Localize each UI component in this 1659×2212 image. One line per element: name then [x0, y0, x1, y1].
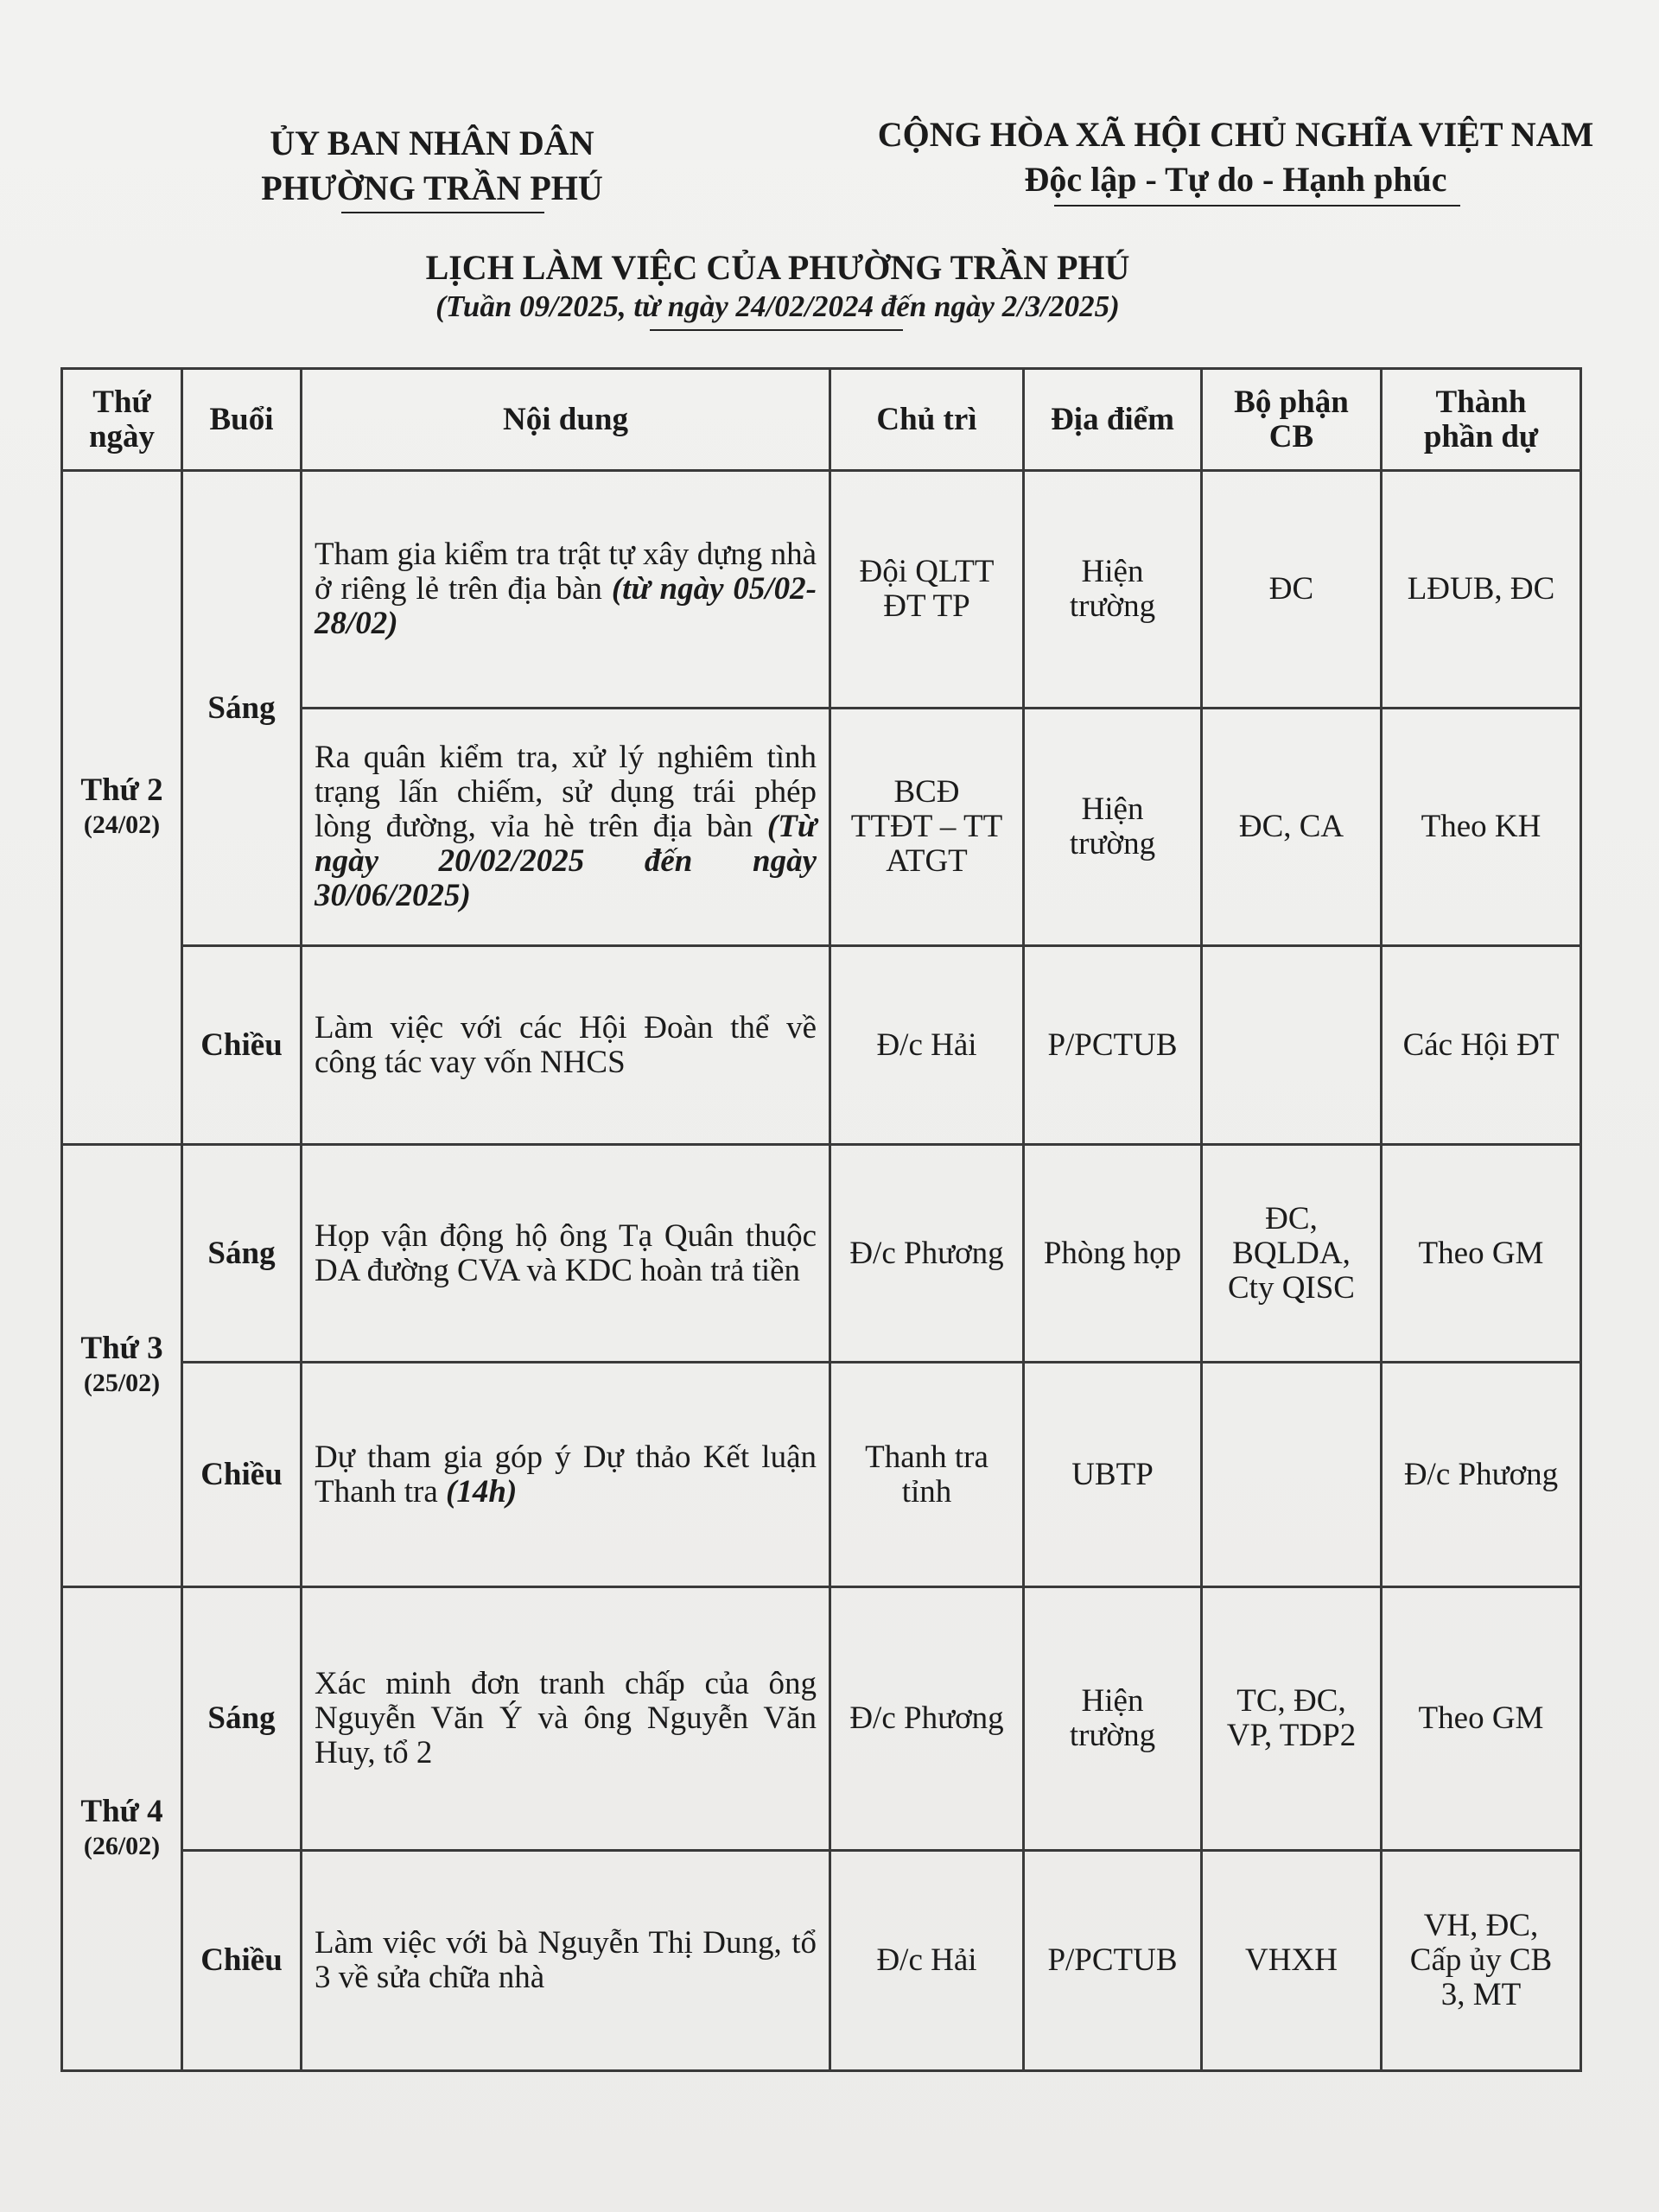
dept-cell: ĐC	[1202, 471, 1382, 709]
country-motto: Độc lập - Tự do - Hạnh phúc	[1024, 160, 1447, 199]
location-cell: P/PCTUB	[1024, 946, 1202, 1145]
chair-cell: Đội QLTT ĐT TP	[830, 471, 1024, 709]
location-cell: Hiện trường	[1024, 471, 1202, 709]
content-cell: Tham gia kiểm tra trật tự xây dựng nhà ở riêng lẻ trên địa bàn (từ ngày 05/02- 28/02)	[302, 471, 830, 709]
session-cell: Chiều	[182, 1851, 302, 2071]
chair-cell: Đ/c Hải	[830, 946, 1024, 1145]
col-header-content: Nội dung	[302, 369, 830, 471]
session-cell: Sáng	[182, 471, 302, 946]
dept-cell: VHXH	[1202, 1851, 1382, 2071]
content-cell: Ra quân kiểm tra, xử lý nghiêm tình trạng lấn chiếm, sử dụng trái phép lòng đường, vỉa hè trên địa bàn (Từ ngày 20/02/2025 đến ngày 30/06/2025)	[302, 709, 830, 946]
content-cell: Xác minh đơn tranh chấp của ông Nguyễn Văn Ý và ông Nguyễn Văn Huy, tổ 2	[302, 1587, 830, 1851]
document-subtitle: (Tuần 09/2025, từ ngày 24/02/2024 đến ngày 2/3/2025)	[435, 289, 1120, 323]
content-cell: Làm việc với các Hội Đoàn thể về công tác vay vốn NHCS	[302, 946, 830, 1145]
col-header-dept: Bộ phận CB	[1202, 369, 1382, 471]
content-cell: Dự tham gia góp ý Dự thảo Kết luận Thanh tra (14h)	[302, 1363, 830, 1587]
chair-cell: Đ/c Phương	[830, 1587, 1024, 1851]
attendees-cell: Theo GM	[1382, 1145, 1581, 1363]
day-cell: Thứ 3 (25/02)	[62, 1145, 182, 1587]
col-header-location: Địa điểm	[1024, 369, 1202, 471]
dept-cell: ĐC, CA	[1202, 709, 1382, 946]
table-row	[62, 946, 1581, 1145]
day-cell: Thứ 2 (24/02)	[62, 471, 182, 1145]
table-row	[62, 1851, 1581, 2071]
table-row	[62, 471, 1581, 709]
attendees-cell: Đ/c Phương	[1382, 1363, 1581, 1587]
location-cell: Phòng họp	[1024, 1145, 1202, 1363]
schedule-table	[60, 367, 1582, 2072]
content-cell: Làm việc với bà Nguyễn Thị Dung, tổ 3 về sửa chữa nhà	[302, 1851, 830, 2071]
dept-cell	[1202, 946, 1382, 1145]
document-title: LỊCH LÀM VIỆC CỦA PHƯỜNG TRẦN PHÚ	[425, 248, 1130, 287]
chair-cell: Đ/c Phương	[830, 1145, 1024, 1363]
session-cell: Chiều	[182, 946, 302, 1145]
attendees-cell: Theo GM	[1382, 1587, 1581, 1851]
subtitle-underline	[650, 329, 903, 331]
session-cell: Sáng	[182, 1587, 302, 1851]
country-name: CỘNG HÒA XÃ HỘI CHỦ NGHĨA VIỆT NAM	[877, 115, 1594, 154]
country-header	[847, 112, 1624, 202]
content-cell: Họp vận động hộ ông Tạ Quân thuộc DA đường CVA và KDC hoàn trả tiền	[302, 1145, 830, 1363]
attendees-cell: Các Hội ĐT	[1382, 946, 1581, 1145]
table-row	[62, 1363, 1581, 1587]
agency-line-2: PHƯỜNG TRẦN PHÚ	[261, 168, 603, 207]
motto-underline	[1054, 205, 1460, 207]
col-header-attendees: Thành phần dự	[1382, 369, 1581, 471]
attendees-cell: Theo KH	[1382, 709, 1581, 946]
attendees-cell: LĐUB, ĐC	[1382, 471, 1581, 709]
table-row	[62, 1145, 1581, 1363]
location-cell: Hiện trường	[1024, 1587, 1202, 1851]
location-cell: UBTP	[1024, 1363, 1202, 1587]
agency-line-1: ỦY BAN NHÂN DÂN	[270, 124, 594, 162]
dept-cell: ĐC, BQLDA, Cty QISC	[1202, 1145, 1382, 1363]
chair-cell: BCĐ TTĐT – TT ATGT	[830, 709, 1024, 946]
location-cell: P/PCTUB	[1024, 1851, 1202, 2071]
table-header-row	[62, 369, 1581, 471]
agency-header	[199, 121, 665, 211]
dept-cell	[1202, 1363, 1382, 1587]
col-header-chair: Chủ trì	[830, 369, 1024, 471]
dept-cell: TC, ĐC, VP, TDP2	[1202, 1587, 1382, 1851]
agency-underline	[341, 212, 544, 213]
day-cell: Thứ 4 (26/02)	[62, 1587, 182, 2071]
col-header-session: Buổi	[182, 369, 302, 471]
session-cell: Sáng	[182, 1145, 302, 1363]
chair-cell: Thanh tra tỉnh	[830, 1363, 1024, 1587]
location-cell: Hiện trường	[1024, 709, 1202, 946]
chair-cell: Đ/c Hải	[830, 1851, 1024, 2071]
col-header-day: Thứ ngày	[62, 369, 182, 471]
session-cell: Chiều	[182, 1363, 302, 1587]
table-row	[62, 1587, 1581, 1851]
attendees-cell: VH, ĐC, Cấp ủy CB 3, MT	[1382, 1851, 1581, 2071]
